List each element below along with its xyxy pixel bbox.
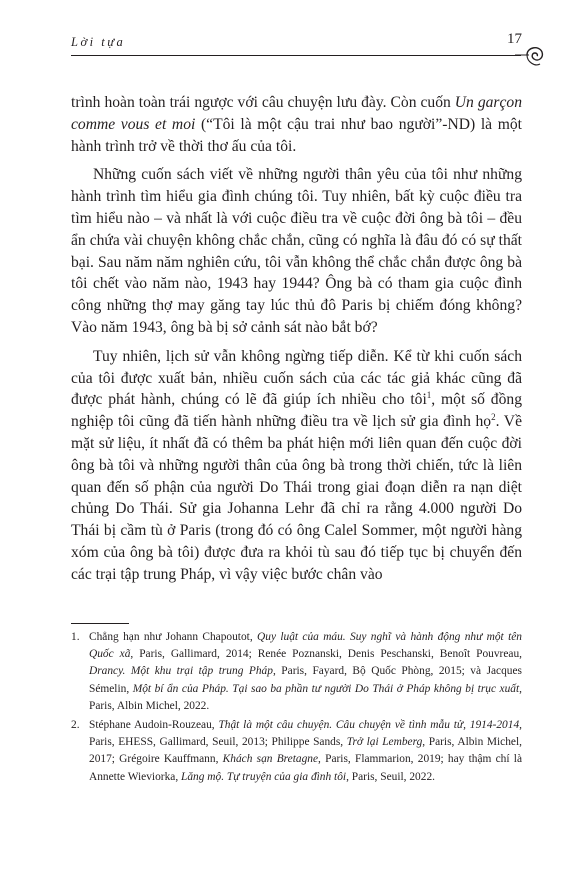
footnote-ref-2[interactable]: 2: [491, 411, 496, 422]
footnote-text: Chẳng hạn như Johann Chapoutot, Quy luật của máu. Suy nghĩ và hành động như một tên Quốc xã, Paris, Gallimard, 2014; Renée Poznanski, Denis Peschanski, Benoît Pouvreau, Drancy. Một khu trại tập trung Pháp, Paris, Fayard, Bộ Quốc Phòng, 2015; và Jacques Sémelin, Một bí ẩn của Pháp. Tại sao ba phần tư người Do Thái ở Pháp không bị trục xuất, Paris, Albin Michel, 2022.: [89, 631, 523, 712]
paragraph-3: Tuy nhiên, lịch sử vẫn không ngừng tiếp diễn. Kể từ khi cuốn sách của tôi được xuất bản, nhiều cuốn sách của các tác giả khác cũng đã được phát hành, chúng có lẽ đã giúp ích nhiều cho tôi$^1$, một số đồng nghiệp tôi cũng đã tiến hành những điều tra về lịch sử gia đình họ$^2$. Về mặt sử liệu, ít nhất đã có thêm ba phát hiện mới liên quan đến cuộc đời ông bà tôi và những người thân của ông bà trong thời chiến, tức là liên quan đến số phận của người Do Thái trong giai đoạn diễn ra nạn diệt chủng Do Thái. Sử gia Johanna Lehr đã chỉ ra rằng 4.000 người Do Thái bị cầm tù ở Paris (trong đó có ông Calel Sommer, một người hàng xóm của ông bà tôi) được đưa ra khỏi tù sau đó tiếp tục bị chuyển đến các trại tập trung Pháp, vì vậy việc bước chân vào: [71, 347, 522, 583]
footnote-number: 2.: [71, 719, 80, 732]
footnotes: [71, 629, 522, 788]
footnote-1: [71, 629, 522, 715]
footnote-2: [71, 717, 522, 786]
running-head: Lời tựa: [71, 35, 126, 49]
footnote-text: Stéphane Audoin-Rouzeau, Thật là một câu chuyện. Câu chuyện về tình mẫu tử, 1914-2014, Paris, EHESS, Gallimard, Seuil, 2013; Philippe Sands, Trở lại Lemberg, Paris, Albin Michel, 2017; Grégoire Kauffmann, Khách sạn Bretagne, Paris, Flammarion, 2019; hay thậm chí là Annette Wieviorka, Lăng mộ. Tự truyện của gia đình tôi, Paris, Seuil, 2022.: [89, 719, 523, 783]
body-text: [71, 92, 522, 593]
header-rule: [71, 55, 521, 56]
footnote-number: 1.: [71, 631, 80, 643]
paragraph-2: Những cuốn sách viết về những người thân yêu của tôi như những hành trình tìm hiểu gia đình chúng tôi. Tuy nhiên, bất kỳ cuộc điều tra tìm hiểu nào – và nhất là với cuộc điều tra về cuộc đời ông bà tôi – đều ẩn chứa vài chuyện không chắc chắn, cũng có nghĩa là đâu đó có sự thất bại. Sau năm năm nghiên cứu, tôi vẫn không thể chắc chắn được ông bà tôi chết vào năm nào, 1943 hay 1944? Ông bà có tham gia cuộc đình công những thợ may găng tay lúc thủ đô Paris bị chiếm đóng không? Vào năm 1943, ông bà bị sở cảnh sát nào bắt bớ?: [71, 166, 522, 336]
page-number: 17: [507, 31, 522, 47]
scroll-swirl-icon: [513, 42, 547, 70]
paragraph-1: trình hoàn toàn trái ngược với câu chuyện lưu đày. Còn cuốn Un garçon comme vous et moi (“Tôi là một cậu trai như bao người”-ND) là một hành trình trở về thời thơ ấu của tôi.: [71, 94, 523, 155]
footnote-ref-1[interactable]: 1: [426, 390, 432, 401]
footnote-rule: [71, 623, 129, 624]
italic-title: Un garçon comme vous et moi: [71, 94, 523, 133]
